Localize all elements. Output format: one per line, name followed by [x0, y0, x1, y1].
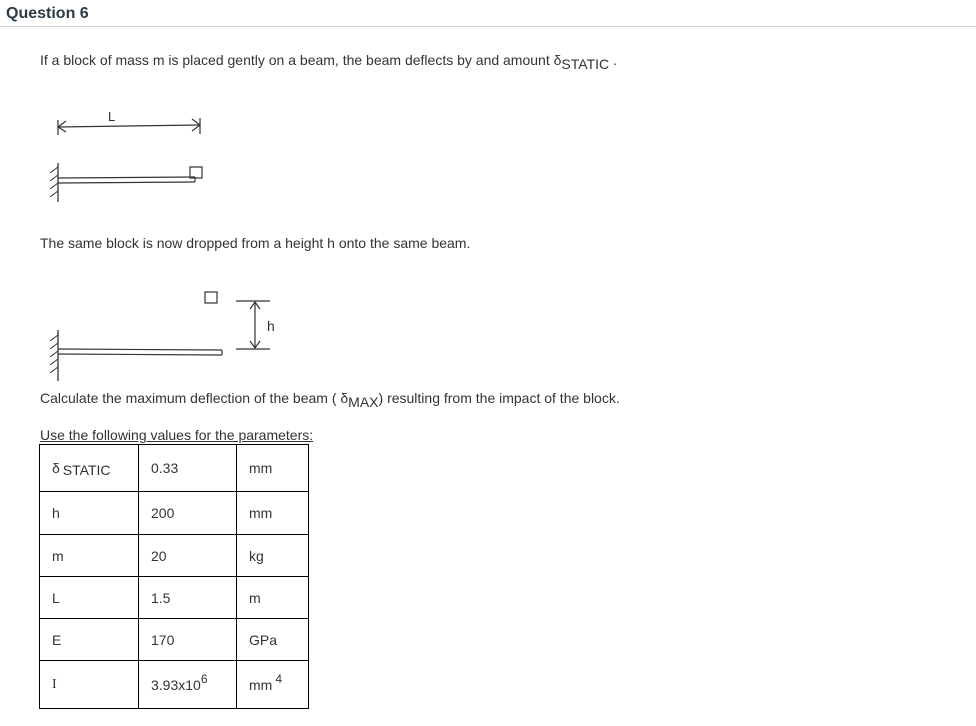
param-symbol: L [40, 577, 139, 619]
question-header [0, 0, 976, 27]
param-value: 200 [139, 492, 237, 535]
intro-text: If a block of mass m is placed gently on a beam, the beam deflects by and amount [40, 52, 554, 68]
calculate-text-before: Calculate the maximum deflection of the beam ( [40, 390, 341, 406]
table-row [40, 577, 309, 619]
param-value: 3.93x106 [139, 661, 237, 709]
second-paragraph: The same block is now dropped from a height h onto the same beam. [40, 235, 471, 251]
param-unit: GPa [237, 619, 309, 661]
instruction-text: Use the following values for the parameters: [40, 427, 314, 443]
table-row [40, 492, 309, 535]
delta-max-symbol: δ [340, 390, 349, 406]
calculate-paragraph [40, 390, 620, 410]
param-value: 1.5 [139, 577, 237, 619]
param-unit: m [237, 577, 309, 619]
intro-end: . [609, 52, 617, 68]
param-value: 0.33 [139, 445, 237, 492]
question-title: Question 6 [6, 5, 89, 22]
parameters-table [39, 444, 309, 709]
table-row [40, 661, 309, 709]
param-unit: mm [237, 445, 309, 492]
cantilever-static-figure [40, 105, 220, 205]
param-unit: mm 4 [237, 661, 309, 709]
intro-paragraph [40, 52, 617, 72]
param-unit: mm [237, 492, 309, 535]
static-subscript: STATIC [561, 56, 610, 72]
param-symbol: h [40, 492, 139, 535]
height-label: h [267, 318, 275, 334]
table-row [40, 619, 309, 661]
max-subscript: MAX [348, 394, 379, 410]
param-value: 20 [139, 535, 237, 577]
table-row [40, 445, 309, 492]
param-symbol: E [40, 619, 139, 661]
length-label: L [108, 109, 116, 124]
param-unit: kg [237, 535, 309, 577]
param-symbol: I [40, 661, 139, 709]
cantilever-impact-figure [40, 285, 300, 385]
param-value: 170 [139, 619, 237, 661]
table-row [40, 535, 309, 577]
param-symbol: δ STATIC [40, 445, 139, 492]
delta-symbol: δ [553, 52, 562, 68]
calculate-text-after: ) resulting from the impact of the block. [378, 390, 620, 406]
param-symbol: m [40, 535, 139, 577]
